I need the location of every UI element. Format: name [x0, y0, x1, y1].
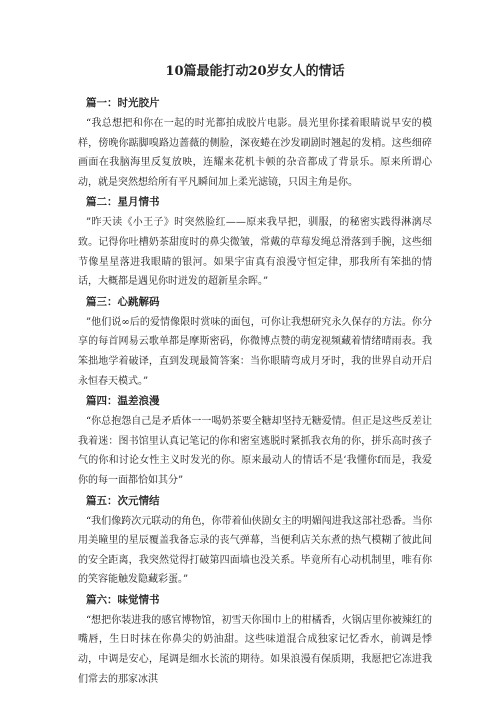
section-2: [78, 195, 432, 291]
section-body: ”昨天读《小王子》时突然脸红——原来我早把，驯服，的秘密实践得淋漓尽致。记得你吐槽奶茶甜度时的鼻尖微皱，常戴的草莓发绳总滑落到手腕，这些细节像星星落进我眼睛的银河。如果宇宙真有浪漫守恒定律，那我所有笨拙的情话，大概都是遇见你时迸发的超新星余晖。”: [78, 217, 432, 288]
section-body: “我总想把和你在一起的时光都拍成胶片电影。晨光里你揉着眼睛说早安的模样，傍晚你踮脚嗅路边蔷薇的侧脸，深夜蜷在沙发刷剧时翘起的发梢。这些细碎画面在我脑海里反复放映，连耀来花机卡顿的杂音都成了背景乐。原来所谓心动，就是突然想给所有平凡瞬间加上柔光滤镜，只因主角是你。: [78, 118, 432, 188]
section-3: [78, 295, 432, 391]
section-body: ”他们说∞后的爱情像限时赏味的面包，可你让我想研究永久保存的方法。你分享的每首网易云歌单都是摩斯密码，你微博点赞的萌宠视频藏着情绪晴雨表。我笨拙地学着破译，直到发现最简答案：当你眼睛弯成月牙时，我的世界自动开启永恒春天模式。”: [78, 316, 432, 387]
section-heading: 篇五：次元情结: [86, 494, 160, 507]
section-5: [78, 494, 432, 590]
section-body: “想把你装进我的感官博物馆，初雪天你围巾上的柑橘香，火锅店里你被辣红的嘴唇，生日时抹在你鼻尖的奶油甜。这些味道混合成独家记忆香水，前调是悸动，中调是安心，尾调是细水长流的期待。如果浪漫有保质期，我愿把它冻进我们常去的那家冰淇: [78, 614, 432, 685]
section-body: “我们像跨次元联动的角色，你带着仙侠剧女主的明媚闯进我这部社恐番。当你用美瞳里的星辰覆盖我备忘录的丧气弹幕，当便利店关东煮的热气模糊了彼此间的安全距离，我突然觉得打破第四面墙也没关系。毕竟所有心动机制里，唯有你的笑容能触发隐藏彩蛋。”: [78, 515, 432, 586]
section-heading: 篇一：时光胶片: [86, 97, 160, 109]
section-heading: 篇六：味觉情书: [86, 593, 160, 606]
section-heading: 篇二：星月情书: [86, 196, 160, 209]
section-1: [78, 96, 432, 192]
section-heading: 篇四：温差浪漫: [86, 395, 160, 408]
section-body: “你总抱怨自己是矛盾体一一喝奶茶要全糖却坚持无糖爱情。但正是这些反差让我着迷：图书馆里认真记笔记的你和密室逃脱时紧抓我衣角的你，拼乐高时孩子气的你和讨论女性主义时发光的你。原来最动人的情话不是‘我懂你f而是，我爱你的每一面都恰如其分”: [78, 416, 432, 486]
section-6: [78, 593, 432, 689]
section-heading: 篇三：心跳解码: [86, 295, 160, 308]
document-title: 10篇最能打动20岁女人的情话: [165, 64, 345, 79]
section-4: [78, 394, 432, 490]
